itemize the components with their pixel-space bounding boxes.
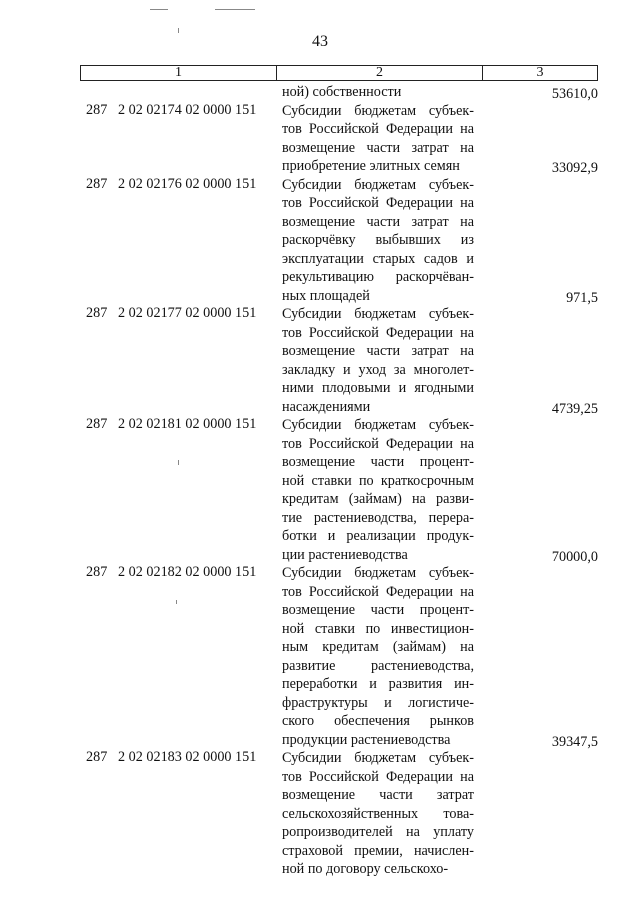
- table-header: [80, 65, 598, 81]
- description-line: тов Российской Федерации на: [282, 195, 474, 211]
- header-col-3: 3: [536, 65, 544, 80]
- description-text: [282, 564, 474, 749]
- description-line: страховой премии, начислен-: [282, 842, 474, 859]
- description-line: Субсидии бюджетам субъек-: [282, 750, 474, 766]
- description-text: [282, 102, 474, 176]
- scan-speck: [176, 600, 177, 604]
- description-line: ции растениеводства: [282, 546, 408, 563]
- description-line: ского обеспечения рынков: [282, 713, 474, 729]
- description-line: возмещение части затрат на: [282, 139, 474, 156]
- description-line: ропроизводителей на уплату: [282, 824, 474, 840]
- description-line: ным кредитам (займам) на: [282, 639, 474, 655]
- description-line: ных площадей: [282, 287, 370, 304]
- scan-speck: [215, 9, 255, 10]
- admin-code: 287: [86, 564, 108, 580]
- amount-value: 53610,0: [551, 86, 598, 102]
- scan-speck: [178, 28, 179, 33]
- description-line: возмещение части процент-: [282, 602, 474, 618]
- description-line: ними плодовыми и ягодными: [282, 380, 474, 396]
- description-line: Субсидии бюджетам субъек-: [282, 565, 474, 581]
- description-line: приобретение элитных семян: [282, 158, 460, 174]
- description-line: ботки и реализации продук-: [282, 528, 474, 544]
- description-text: [282, 305, 474, 416]
- header-col-2: 2: [277, 66, 483, 80]
- budget-code: 2 02 02174 02 0000 151: [118, 101, 257, 118]
- admin-code: 287: [86, 416, 108, 432]
- description-line: возмещение части затрат на: [282, 343, 474, 359]
- budget-code: 2 02 02182 02 0000 151: [118, 564, 257, 580]
- description-line: насаждениями: [282, 398, 371, 415]
- amount-value: 4739,25: [551, 400, 598, 417]
- description-line: Субсидии бюджетам субъек-: [282, 306, 474, 322]
- description-line: тов Российской Федерации на: [282, 121, 474, 137]
- description-line: тов Российской Федерации на: [282, 435, 474, 452]
- description-line: возмещение части процент-: [282, 454, 474, 470]
- description-line: закладку и уход за многолет-: [282, 361, 474, 378]
- description-line: переработки и развития ин-: [282, 676, 474, 692]
- admin-code: 287: [86, 101, 108, 118]
- description-line: кредитам (займам) на разви-: [282, 491, 474, 507]
- description-line: сельскохозяйственных това-: [282, 805, 474, 822]
- page-number: 43: [312, 33, 328, 50]
- scan-speck: [150, 9, 168, 10]
- description-text: [282, 416, 474, 564]
- description-line: возмещение части затрат: [282, 787, 474, 803]
- description-line: Субсидии бюджетам субъек-: [282, 176, 474, 193]
- scan-speck: [178, 460, 179, 465]
- header-col-1: 1: [81, 66, 277, 80]
- description-line: фраструктуры и логистиче-: [282, 694, 474, 711]
- budget-code: 2 02 02183 02 0000 151: [118, 749, 257, 765]
- description-line: Субсидии бюджетам субъек-: [282, 417, 474, 433]
- admin-code: 287: [86, 175, 108, 192]
- budget-code: 2 02 02181 02 0000 151: [118, 416, 257, 432]
- admin-code: 287: [86, 305, 108, 321]
- amount-value: 70000,0: [551, 548, 598, 565]
- amount-value: 39347,5: [551, 733, 598, 750]
- description-line: рекультивацию раскорчёван-: [282, 269, 474, 285]
- description-line: раскорчёвку выбывших из: [282, 232, 474, 248]
- admin-code: 287: [86, 749, 108, 765]
- description-line: Субсидии бюджетам субъек-: [282, 102, 474, 119]
- description-line: тов Российской Федерации на: [282, 583, 474, 600]
- description-line: возмещение части затрат на: [282, 213, 474, 230]
- budget-code: 2 02 02176 02 0000 151: [118, 175, 257, 192]
- amount-value: 33092,9: [551, 160, 598, 176]
- amount-value: 971,5: [566, 289, 598, 306]
- description-line: ной ставки по краткосрочным: [282, 472, 474, 489]
- description-text: [282, 83, 474, 102]
- description-line: ной) собственности: [282, 84, 402, 100]
- budget-code: 2 02 02177 02 0000 151: [118, 305, 257, 321]
- description-line: ной ставки по инвестицион-: [282, 620, 474, 637]
- description-line: эксплуатации старых садов и: [282, 250, 474, 267]
- description-line: тов Российской Федерации на: [282, 768, 474, 785]
- description-line: развитие растениеводства,: [282, 657, 474, 674]
- description-line: ной по договору сельскохо-: [282, 861, 449, 877]
- description-text: [282, 749, 474, 879]
- description-line: продукции растениеводства: [282, 731, 451, 748]
- description-line: тов Российской Федерации на: [282, 324, 474, 341]
- description-line: тие растениеводства, перера-: [282, 509, 474, 526]
- description-text: [282, 176, 474, 306]
